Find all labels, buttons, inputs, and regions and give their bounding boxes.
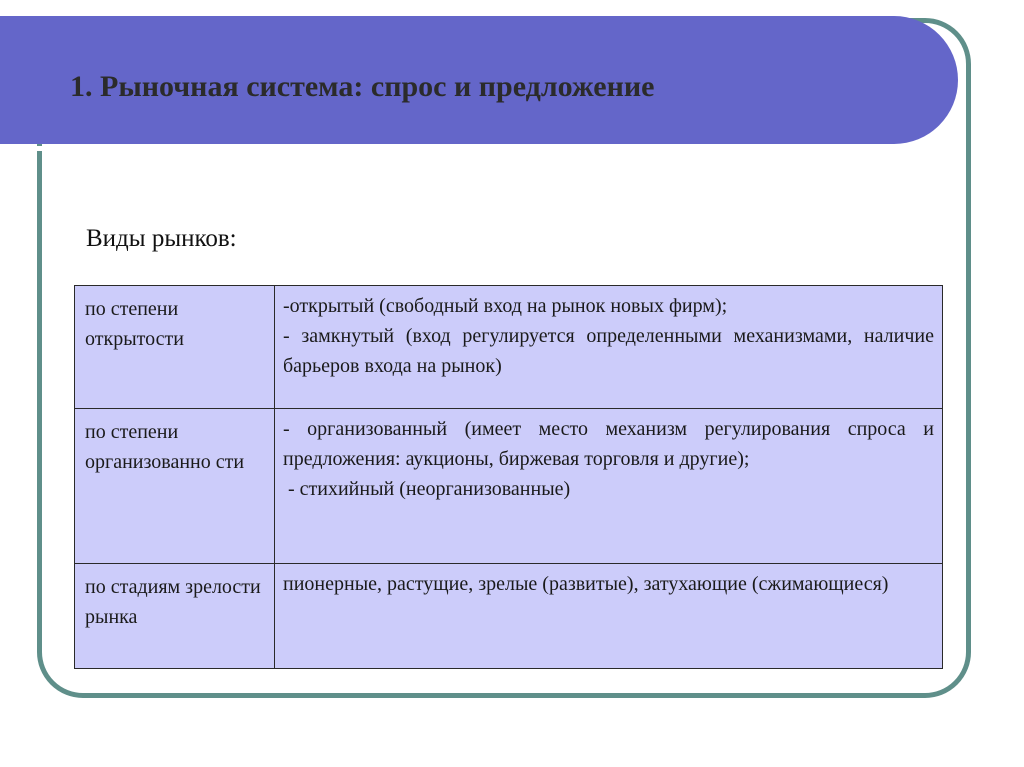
table-row (75, 564, 943, 669)
description-line: пионерные, растущие, зрелые (развитые), затухающие (сжимающиеся) (283, 573, 889, 595)
table-row (75, 286, 943, 409)
criterion-cell: по стадиям зрелости рынка (75, 564, 275, 669)
description-cell (275, 564, 943, 669)
description-cell (275, 409, 943, 564)
description-line: - организованный (имеет место механизм регулирования спроса и предложения: аукционы, биржевая торговля и другие); (283, 418, 934, 470)
description-line: - замкнутый (вход регулируется определенными механизмами, наличие барьеров входа на рынок) (283, 325, 934, 377)
title-underline (0, 146, 908, 151)
table-row (75, 409, 943, 564)
description-line: - стихийный (неорганизованные) (283, 478, 571, 500)
description-cell (275, 286, 943, 409)
criterion-cell: по степени открытости (75, 286, 275, 409)
slide-title: 1. Рыночная система: спрос и предложение (70, 70, 655, 103)
description-line: -открытый (свободный вход на рынок новых фирм); (283, 295, 728, 317)
section-heading: Виды рынков: (86, 225, 237, 252)
criterion-cell: по степени организованно сти (75, 409, 275, 564)
market-types-table (74, 285, 943, 669)
title-bar (0, 16, 958, 144)
